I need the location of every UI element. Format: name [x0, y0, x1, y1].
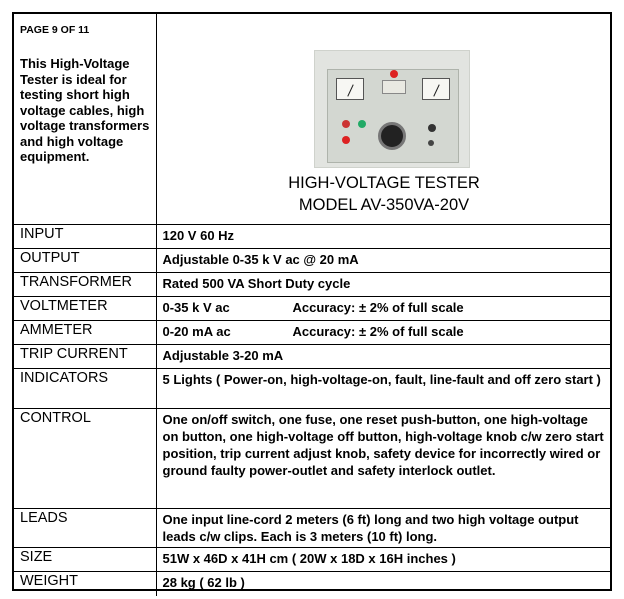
voltage-knob: [378, 122, 406, 150]
nameplate: [382, 80, 406, 94]
spec-value: Rated 500 VA Short Duty cycle: [156, 273, 610, 297]
table-row: [14, 273, 610, 297]
spec-value: Adjustable 3-20 mA: [156, 345, 610, 369]
table-row: [14, 345, 610, 369]
header-section: [14, 14, 610, 225]
header-left-cell: [14, 14, 157, 224]
spec-sheet: [12, 12, 612, 591]
spec-value: [156, 321, 610, 345]
spec-value: 28 kg ( 62 lb ): [156, 572, 610, 596]
table-row: [14, 548, 610, 572]
spec-label: CONTROL: [14, 409, 156, 509]
page-number: PAGE 9 OF 11: [20, 24, 90, 36]
table-row: [14, 509, 610, 548]
power-lamp: [358, 120, 366, 128]
table-row: [14, 572, 610, 596]
spec-label: WEIGHT: [14, 572, 156, 596]
voltmeter-range: 0-35 k V ac: [162, 300, 230, 315]
table-row: [14, 225, 610, 249]
table-row: [14, 369, 610, 409]
product-title: [156, 172, 612, 216]
spec-label: INDICATORS: [14, 369, 156, 409]
table-row: [14, 321, 610, 345]
title-line-2: MODEL AV-350VA-20V: [298, 196, 470, 214]
table-row: [14, 297, 610, 321]
ammeter-accuracy: Accuracy: ± 2% of full scale: [292, 324, 464, 339]
spec-value: 120 V 60 Hz: [156, 225, 610, 249]
spec-label: TRANSFORMER: [14, 273, 156, 297]
spec-label: TRIP CURRENT: [14, 345, 156, 369]
spec-label: LEADS: [14, 509, 156, 548]
spec-label: AMMETER: [14, 321, 156, 345]
spec-value: [156, 297, 610, 321]
fuse-holder: [428, 140, 434, 146]
spec-value: 51W x 46D x 41H cm ( 20W x 18D x 16H inches ): [156, 548, 610, 572]
reset-button: [342, 136, 350, 144]
spec-label: SIZE: [14, 548, 156, 572]
voltmeter-gauge: [336, 78, 364, 100]
spec-value: One input line-cord 2 meters (6 ft) long and two high voltage output leads c/w clips. Each is 3 meters (10 ft) long.: [156, 509, 610, 548]
spec-label: INPUT: [14, 225, 156, 249]
spec-value: One on/off switch, one fuse, one reset push-button, one high-voltage on button, one high-voltage off button, high-voltage knob c/w zero start position, trip current adjust knob, safety device for incorrectly wired or ground faulty power-outlet and safety interlock outlet.: [156, 409, 610, 509]
spec-value: Adjustable 0-35 k V ac @ 20 mA: [156, 249, 610, 273]
ammeter-gauge: [422, 78, 450, 100]
voltmeter-accuracy: Accuracy: ± 2% of full scale: [292, 300, 464, 315]
spec-value: 5 Lights ( Power-on, high-voltage-on, fault, line-fault and off zero start ): [156, 369, 610, 409]
spec-label: OUTPUT: [14, 249, 156, 273]
fault-lamp: [390, 70, 398, 78]
table-row: [14, 409, 610, 509]
product-photo: [314, 50, 470, 168]
product-description: This High-Voltage Tester is ideal for testing short high voltage cables, high voltage transformers and high voltage equipment.: [20, 56, 150, 164]
spec-label: VOLTMETER: [14, 297, 156, 321]
trip-adjust-knob: [428, 124, 436, 132]
spec-table: [14, 224, 610, 596]
ammeter-range: 0-20 mA ac: [162, 324, 231, 339]
front-panel: [327, 69, 459, 163]
title-line-1: HIGH-VOLTAGE TESTER: [288, 174, 480, 192]
table-row: [14, 249, 610, 273]
hv-on-lamp: [342, 120, 350, 128]
